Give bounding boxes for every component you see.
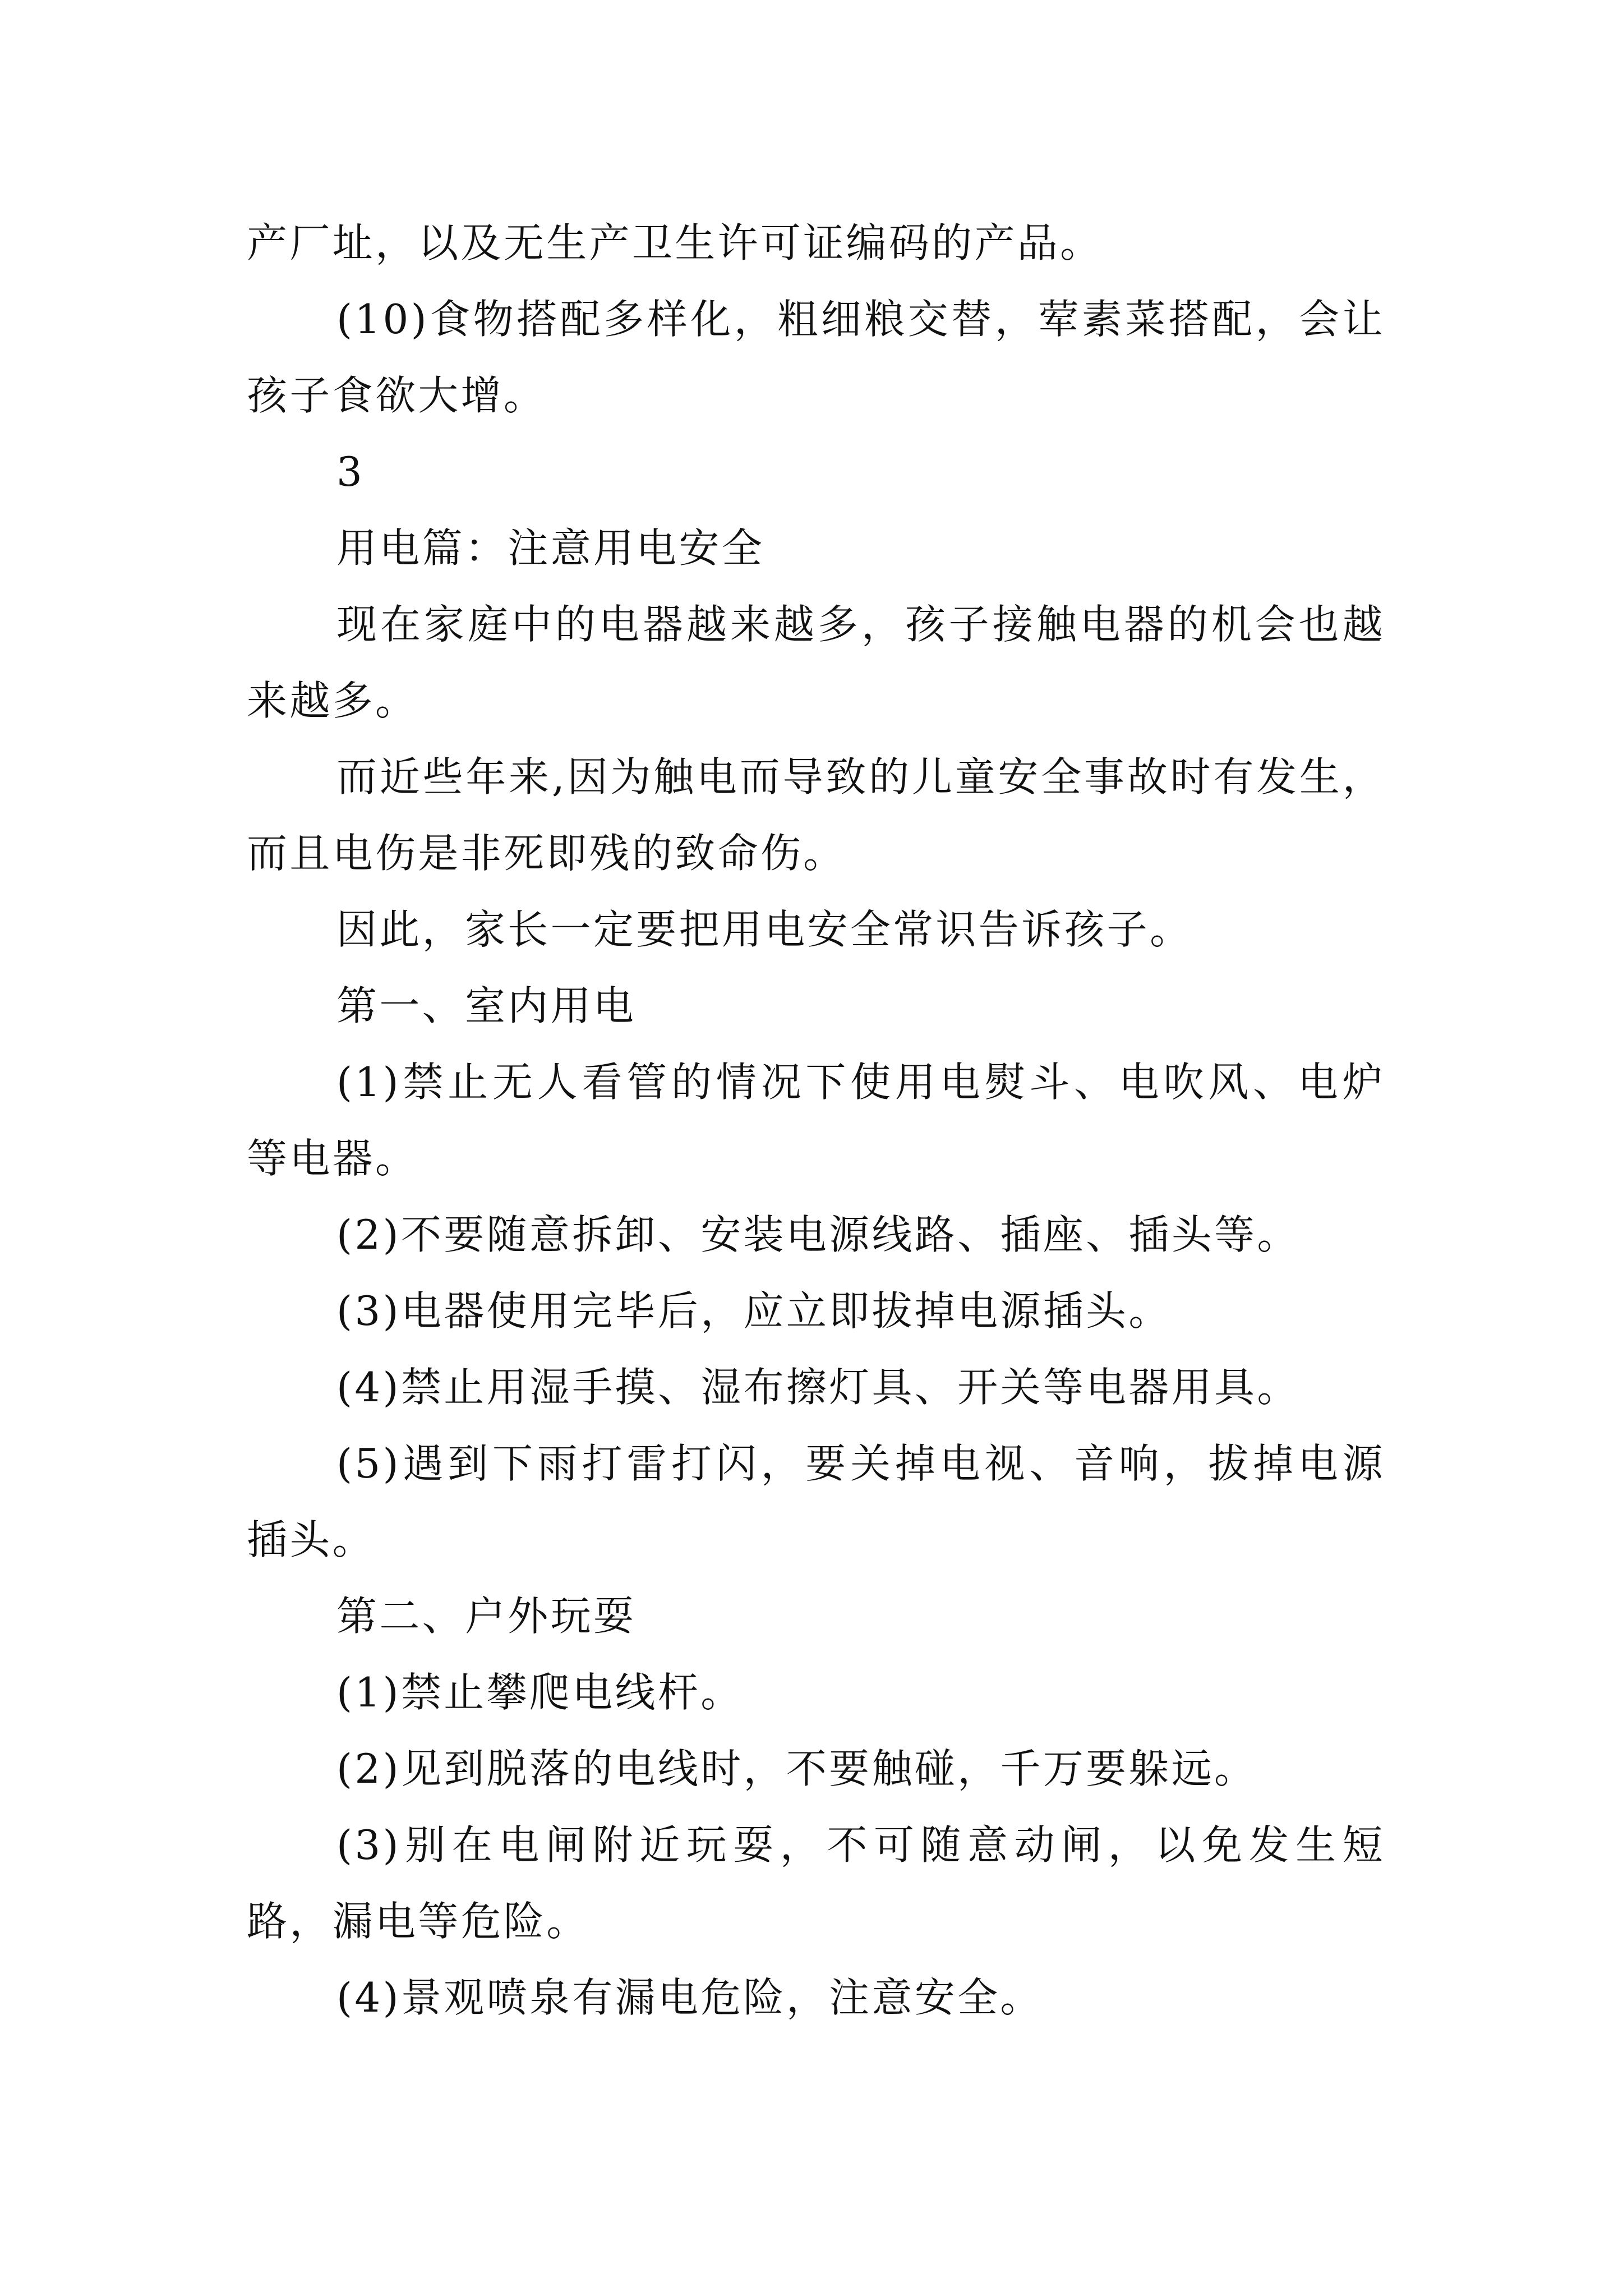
list-item-indoor-4: (4)禁止用湿手摸、湿布擦灯具、开关等电器用具。	[336, 1364, 1300, 1411]
paragraph-continuation: 产厂址，以及无生产卫生许可证编码的产品。	[247, 219, 1103, 266]
subsection-heading-outdoor: 第二、户外玩耍	[336, 1593, 637, 1640]
subsection-heading-indoor: 第一、室内用电	[336, 982, 637, 1029]
list-item-outdoor-4: (4)景观喷泉有漏电危险，注意安全。	[336, 1974, 1043, 2021]
section-number: 3	[336, 448, 365, 495]
list-item-indoor-2: (2)不要随意拆卸、安装电源线路、插座、插头等。	[336, 1211, 1300, 1258]
list-item-outdoor-2: (2)见到脱落的电线时，不要触碰，千万要躲远。	[336, 1745, 1257, 1792]
list-item-outdoor-3: (3)别在电闸附近玩耍，不可随意动闸，以免发生短路，漏电等危险。	[247, 1821, 1385, 1945]
paragraph-item-10: (10)食物搭配多样化，粗细粮交替，荤素菜搭配，会让孩子食欲大增。	[247, 296, 1385, 419]
list-item-indoor-3: (3)电器使用完毕后，应立即拔掉电源插头。	[336, 1287, 1172, 1335]
list-item-indoor-1: (1)禁止无人看管的情况下使用电熨斗、电吹风、电炉等电器。	[247, 1059, 1385, 1182]
list-item-indoor-5: (5)遇到下雨打雷打闪，要关掉电视、音响，拔掉电源插头。	[247, 1440, 1385, 1563]
paragraph-intro-1: 现在家庭中的电器越来越多，孩子接触电器的机会也越来越多。	[247, 601, 1385, 724]
paragraph-intro-3: 因此，家长一定要把用电安全常识告诉孩子。	[336, 906, 1193, 953]
section-heading: 用电篇：注意用电安全	[336, 524, 765, 572]
document-body	[247, 205, 1385, 2036]
list-item-outdoor-1: (1)禁止攀爬电线杆。	[336, 1669, 744, 1716]
paragraph-intro-2: 而近些年来,因为触电而导致的儿童安全事故时有发生，而且电伤是非死即残的致命伤。	[247, 753, 1385, 877]
